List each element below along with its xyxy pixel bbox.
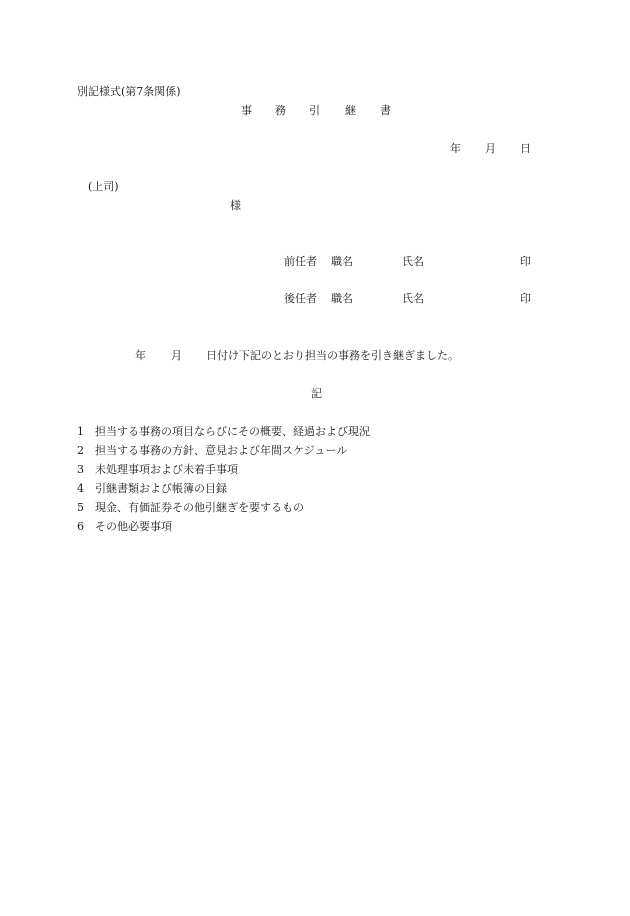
- recipient-honorific: 様: [230, 199, 241, 212]
- item-number: 1: [77, 425, 84, 438]
- list-item: [77, 463, 238, 477]
- date-year: 年: [450, 142, 461, 155]
- item-number: 6: [77, 520, 84, 533]
- list-item: [77, 520, 172, 534]
- date-month: 月: [485, 142, 496, 155]
- list-item: [77, 501, 304, 515]
- item-text: 未処理事項および未着手事項: [95, 463, 238, 476]
- recipient-label: (上司): [88, 180, 119, 193]
- statement-year: 年: [135, 349, 146, 362]
- item-text: その他必要事項: [95, 520, 172, 533]
- successor-post: 職名: [331, 292, 353, 305]
- title-char: 務: [275, 104, 286, 117]
- item-number: 4: [77, 482, 84, 495]
- predecessor-post: 職名: [331, 255, 353, 268]
- statement-text: 日付け下記のとおり担当の事務を引き継ぎました。: [206, 349, 459, 362]
- list-item: [77, 444, 347, 458]
- item-text: 引継書類および帳簿の目録: [95, 482, 227, 495]
- date-day: 日: [520, 142, 531, 155]
- form-note: 別記様式(第7条関係): [77, 85, 181, 98]
- item-number: 2: [77, 444, 84, 457]
- list-item: [77, 482, 227, 496]
- item-text: 担当する事務の方針、意見および年間スケジュール: [95, 444, 348, 457]
- item-text: 現金、有価証券その他引継ぎを要するもの: [95, 501, 304, 514]
- ki-heading: 記: [311, 387, 322, 400]
- predecessor-label: 前任者: [284, 255, 317, 268]
- title-char: 事: [241, 104, 252, 117]
- predecessor-name: 氏名: [402, 255, 424, 268]
- item-number: 5: [77, 501, 84, 514]
- item-number: 3: [77, 463, 84, 476]
- title-char: 継: [345, 104, 356, 117]
- predecessor-seal: 印: [520, 255, 531, 268]
- successor-seal: 印: [520, 292, 531, 305]
- title-char: 引: [309, 104, 320, 117]
- item-text: 担当する事務の項目ならびにその概要、経過および現況: [95, 425, 370, 438]
- title-char: 書: [380, 104, 391, 117]
- successor-label: 後任者: [284, 292, 317, 305]
- statement-month: 月: [171, 349, 182, 362]
- successor-name: 氏名: [402, 292, 424, 305]
- list-item: [77, 425, 370, 439]
